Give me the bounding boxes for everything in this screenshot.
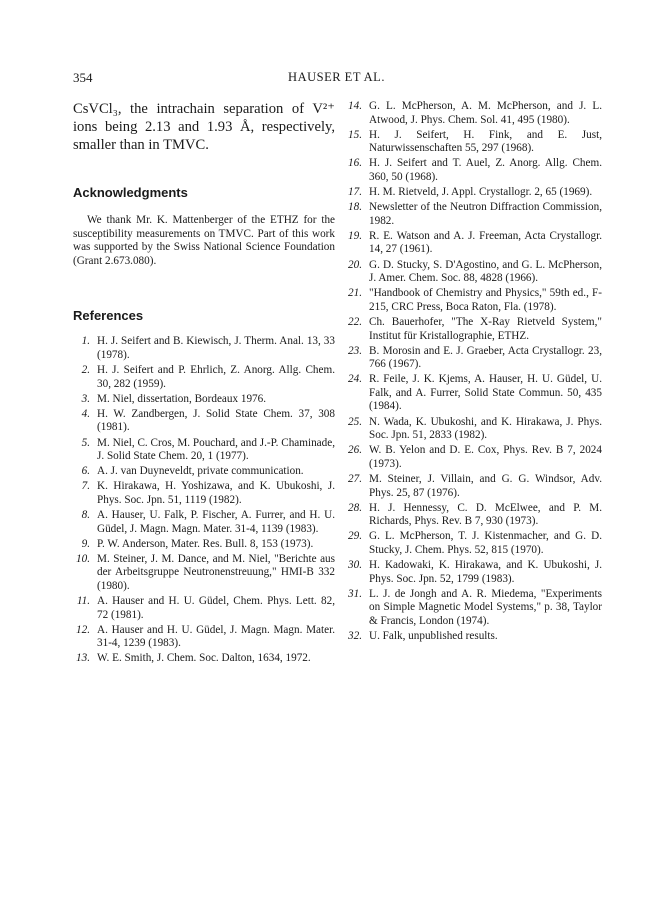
reference-item [345,201,602,228]
reference-number: 29. [348,530,362,543]
references-list-left [73,335,335,666]
reference-number: 2. [81,364,90,377]
intro-paragraph: CsVCl₃, the intrachain separation of V²⁺ ions being 2.13 and 1.93 Å, respectively, smaller than in TMVC. [73,101,335,153]
left-column [73,100,335,668]
reference-number: 5. [81,436,90,449]
reference-text: H. J. Hennessy, C. D. McElwee, and P. M. Richards, Phys. Rev. B 7, 930 (1973). [369,501,602,528]
reference-number: 26. [348,444,362,457]
reference-number: 28. [348,501,362,514]
running-head: HAUSER ET AL. [288,70,385,84]
reference-text: R. E. Watson and A. J. Freeman, Acta Crystallogr. 14, 27 (1961). [369,229,602,256]
reference-text: L. J. de Jongh and A. R. Miedema, "Experiments on Simple Magnetic Model Systems," p. 38, Taylor & Francis, London (1974). [369,587,602,627]
acknowledgments-text: We thank Mr. K. Mattenberger of the ETHZ for the susceptibility measurements on TMVC. Part of this work was supported by the Swiss National Science Foundation (Grant 2.673.080). [73,214,335,267]
reference-text: Newsletter of the Neutron Diffraction Commission, 1982. [369,201,602,227]
acknowledgments-heading: Acknowledgments [73,185,188,200]
reference-item [73,509,335,536]
reference-item [73,335,335,362]
reference-text: A. J. van Duyneveldt, private communication. [97,465,304,478]
reference-text: H. J. Seifert and T. Auel, Z. Anorg. Allg. Chem. 360, 50 (1968). [369,157,602,183]
reference-item [345,630,602,644]
reference-item [345,559,602,586]
reference-item [73,364,335,391]
page-header [73,70,600,86]
reference-text: M. Steiner, J. M. Dance, and M. Niel, "Berichte aus der Arbeitsgruppe Neutronenstreuung," HMI-B 332 (1980). [97,552,335,592]
references-heading: References [73,308,144,324]
reference-item [73,652,335,666]
reference-number: 21. [348,287,362,300]
reference-item [345,473,602,500]
reference-number: 11. [76,595,90,608]
reference-text: H. J. Seifert, H. Fink, and E. Just, Naturwissenschaften 55, 297 (1968). [369,128,602,155]
reference-text: W. E. Smith, J. Chem. Soc. Dalton, 1634, 1972. [97,652,311,665]
reference-number: 14. [348,100,362,112]
reference-item [345,316,602,343]
reference-item [73,393,335,407]
reference-text: M. Niel, C. Cros, M. Pouchard, and J.-P. Chaminade, J. Solid State Chem. 20, 1 (1977). [97,436,335,463]
reference-item [345,100,602,127]
reference-text: B. Morosin and E. J. Graeber, Acta Crystallogr. 23, 766 (1967). [369,344,602,371]
reference-item [73,595,335,622]
reference-text: W. B. Yelon and D. E. Cox, Phys. Rev. B 7, 2024 (1973). [369,444,602,470]
reference-item [345,444,602,471]
reference-number: 31. [348,587,362,600]
reference-text: A. Hauser, U. Falk, P. Fischer, A. Furrer, and H. U. Güdel, J. Magn. Magn. Mater. 31-4, 1139 (1983). [97,509,335,535]
reference-text: Ch. Bauerhofer, "The X-Ray Rietveld System," Institut für Kristallographie, ETHZ. [369,315,602,342]
reference-item [345,230,602,257]
reference-text: G. L. McPherson, A. M. McPherson, and J. L. Atwood, J. Phys. Chem. Sol. 41, 495 (1980). [369,100,602,126]
reference-number: 17. [348,186,362,199]
reference-text: "Handbook of Chemistry and Physics," 59th ed., F-215, CRC Press, Boca Raton, Fla. (1978). [369,287,602,313]
reference-text: A. Hauser and H. U. Güdel, J. Magn. Magn. Mater. 31-4, 1239 (1983). [97,623,335,650]
reference-number: 12. [76,623,90,636]
right-column [345,100,602,645]
reference-text: H. W. Zandbergen, J. Solid State Chem. 37, 308 (1981). [97,407,335,434]
reference-number: 6. [81,465,90,478]
reference-item [345,157,602,184]
reference-text: P. W. Anderson, Mater. Res. Bull. 8, 153 (1973). [97,537,314,550]
reference-text: K. Hirakawa, H. Yoshizawa, and K. Ubukoshi, J. Phys. Soc. Jpn. 51, 1119 (1982). [97,480,335,506]
reference-number: 20. [348,258,362,271]
reference-number: 19. [348,229,362,242]
reference-item [73,553,335,594]
reference-text: N. Wada, K. Ubukoshi, and K. Hirakawa, J. Phys. Soc. Jpn. 51, 2833 (1982). [369,415,602,442]
reference-number: 4. [81,407,90,420]
reference-number: 7. [81,480,90,493]
reference-item [345,287,602,314]
reference-number: 24. [348,373,362,386]
reference-item [345,502,602,529]
reference-number: 13. [76,652,90,665]
reference-item [73,437,335,464]
references-list-right [345,100,602,644]
reference-item [73,624,335,651]
reference-text: M. Niel, dissertation, Bordeaux 1976. [97,392,267,405]
reference-text: H. Kadowaki, K. Hirakawa, and K. Ubukoshi, J. Phys. Soc. Jpn. 52, 1799 (1983). [369,559,602,585]
reference-number: 23. [348,344,362,357]
reference-text: R. Feile, J. K. Kjems, A. Hauser, H. U. Güdel, U. Falk, and A. Furrer, Solid State Commun. 50, 435 (1984). [369,373,602,413]
reference-text: H. M. Rietveld, J. Appl. Crystallogr. 2, 65 (1969). [369,186,593,199]
reference-number: 8. [81,509,90,521]
reference-number: 22. [348,315,362,328]
reference-item [345,186,602,200]
reference-number: 3. [81,392,90,405]
reference-item [345,588,602,629]
reference-item [345,416,602,443]
page-number: 354 [73,70,93,85]
reference-item [73,408,335,435]
reference-number: 27. [348,472,362,485]
reference-item [345,345,602,372]
reference-number: 1. [81,335,90,348]
reference-number: 30. [348,559,362,571]
reference-number: 9. [81,537,90,550]
reference-item [73,480,335,507]
reference-number: 18. [348,201,362,214]
reference-item [345,259,602,286]
reference-item [345,129,602,156]
reference-text: G. D. Stucky, S. D'Agostino, and G. L. McPherson, J. Amer. Chem. Soc. 88, 4828 (1966). [369,258,602,285]
reference-text: U. Falk, unpublished results. [369,629,498,642]
reference-text: A. Hauser and H. U. Güdel, Chem. Phys. Lett. 82, 72 (1981). [97,595,335,621]
reference-number: 32. [348,629,362,642]
reference-item [73,538,335,552]
reference-number: 15. [348,128,362,141]
reference-number: 16. [348,157,362,170]
reference-item [73,465,335,479]
reference-number: 10. [76,552,90,565]
reference-item [345,530,602,557]
reference-item [345,373,602,414]
reference-text: M. Steiner, J. Villain, and G. G. Windsor, Adv. Phys. 25, 87 (1976). [369,472,602,499]
reference-text: H. J. Seifert and P. Ehrlich, Z. Anorg. Allg. Chem. 30, 282 (1959). [97,364,335,390]
reference-text: G. L. McPherson, T. J. Kistenmacher, and G. D. Stucky, J. Chem. Phys. 52, 815 (1970). [369,530,602,556]
reference-number: 25. [348,415,362,428]
reference-text: H. J. Seifert and B. Kiewisch, J. Therm. Anal. 13, 33 (1978). [97,335,335,361]
